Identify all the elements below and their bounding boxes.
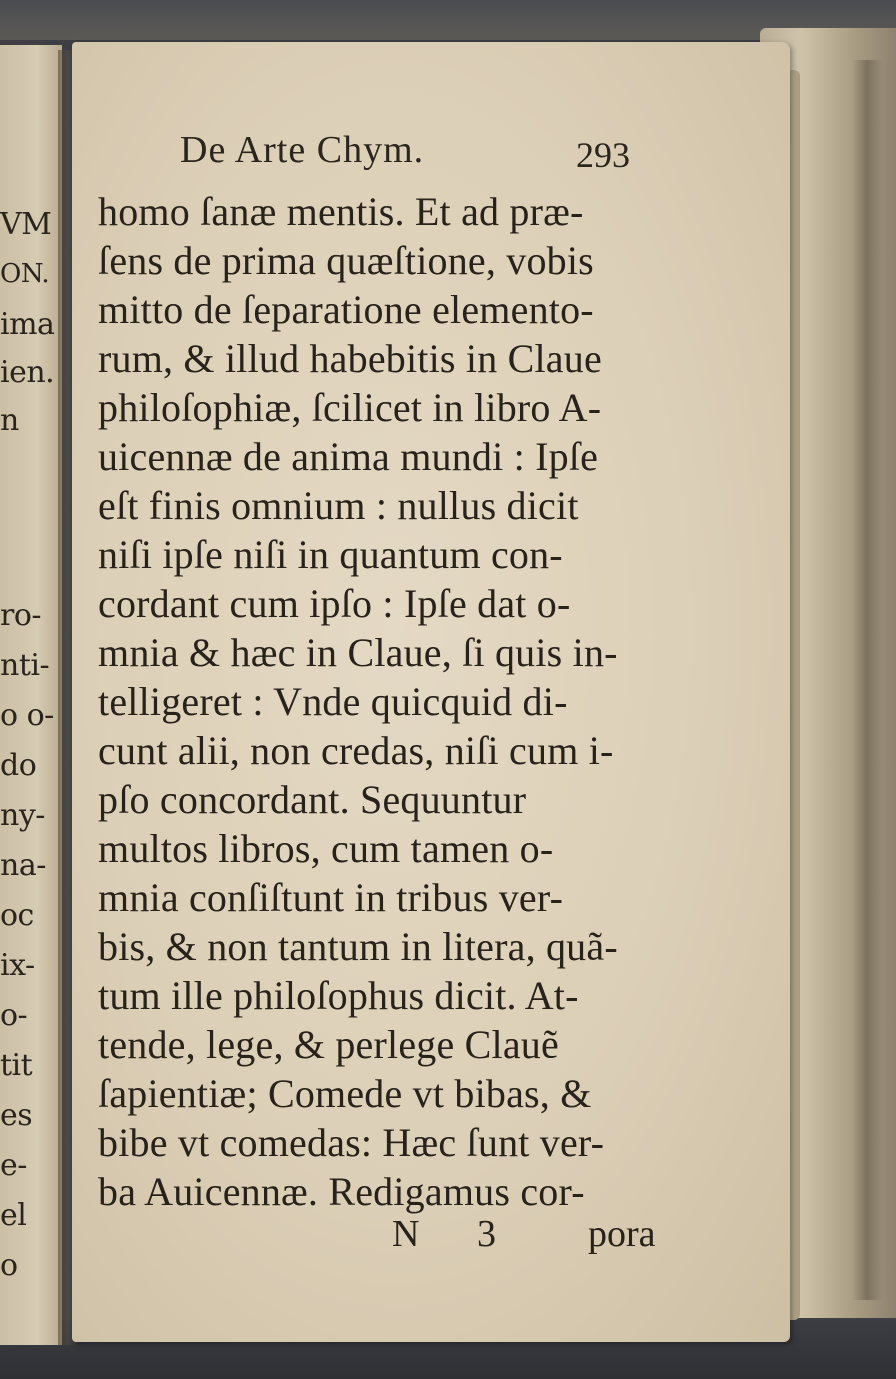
left-page-fragment: ima — [0, 307, 55, 342]
text-line: niſi ipſe niſi in quantum con- — [98, 532, 563, 577]
left-page-fragment: ix- — [0, 948, 35, 983]
text-line: mnia & hæc in Claue, ſi quis in- — [98, 630, 618, 675]
text-line: pſo concordant. Sequuntur — [98, 777, 527, 822]
text-line: bis, & non tantum in litera, quã- — [98, 924, 618, 969]
text-line: tum ille philoſophus dicit. At- — [98, 973, 579, 1018]
running-head: De Arte Chym. — [180, 129, 425, 171]
text-line: uicennæ de anima mundi : Ipſe — [98, 434, 599, 479]
text-line: rum, & illud habebitis in Claue — [98, 336, 602, 381]
left-page-fragment: oc — [0, 898, 34, 933]
left-page-fragment: o- — [0, 998, 28, 1033]
text-line: cordant cum ipſo : Ipſe dat o- — [98, 581, 571, 626]
text-line: ſapientiæ; Comede vt bibas, & — [98, 1071, 592, 1116]
left-page-fragment: do — [0, 748, 37, 783]
catchword: pora — [588, 1213, 656, 1255]
left-page — [0, 45, 62, 1345]
left-page-fragment: ny- — [0, 798, 45, 833]
left-page-fragment: ON. — [0, 259, 50, 289]
text-line: ba Auicennæ. Redigamus cor- — [98, 1169, 585, 1214]
left-page-fragment: o — [0, 1248, 18, 1283]
text-line: homo ſanæ mentis. Et ad præ- — [98, 189, 584, 234]
left-page-fragment: VM — [0, 207, 52, 242]
left-page-fragment: ien. — [0, 355, 55, 390]
text-line: philoſophiæ, ſcilicet in libro A- — [98, 385, 602, 430]
signature-mark: N 3 — [392, 1213, 520, 1255]
page-number: 293 — [576, 135, 630, 175]
left-page-fragment: na- — [0, 848, 46, 883]
text-line: mnia conſiſtunt in tribus ver- — [98, 875, 564, 920]
left-page-fragment: n — [0, 403, 19, 438]
left-page-fragment: el — [0, 1198, 27, 1233]
binding-crease — [852, 60, 882, 1300]
text-line: eſt finis omnium : nullus dicit — [98, 483, 579, 528]
left-page-fragment: o o- — [0, 698, 54, 733]
left-page-fragment: es — [0, 1098, 33, 1133]
left-page-fragment: e- — [0, 1148, 27, 1183]
left-page-fragment: ro- — [0, 598, 42, 633]
left-page-fragment: tit — [0, 1048, 33, 1083]
text-line: telligeret : Vnde quicquid di- — [98, 679, 568, 724]
text-line: tende, lege, & perlege Clauẽ — [98, 1022, 559, 1067]
text-line: ſens de prima quæſtione, vobis — [98, 238, 594, 283]
text-line: mitto de ſeparatione elemento- — [98, 287, 594, 332]
text-line: cunt alii, non credas, niſi cum i- — [98, 728, 614, 773]
text-line: bibe vt comedas: Hæc ſunt ver- — [98, 1120, 605, 1165]
left-page-fragment: nti- — [0, 648, 50, 683]
text-line: multos libros, cum tamen o- — [98, 826, 554, 871]
